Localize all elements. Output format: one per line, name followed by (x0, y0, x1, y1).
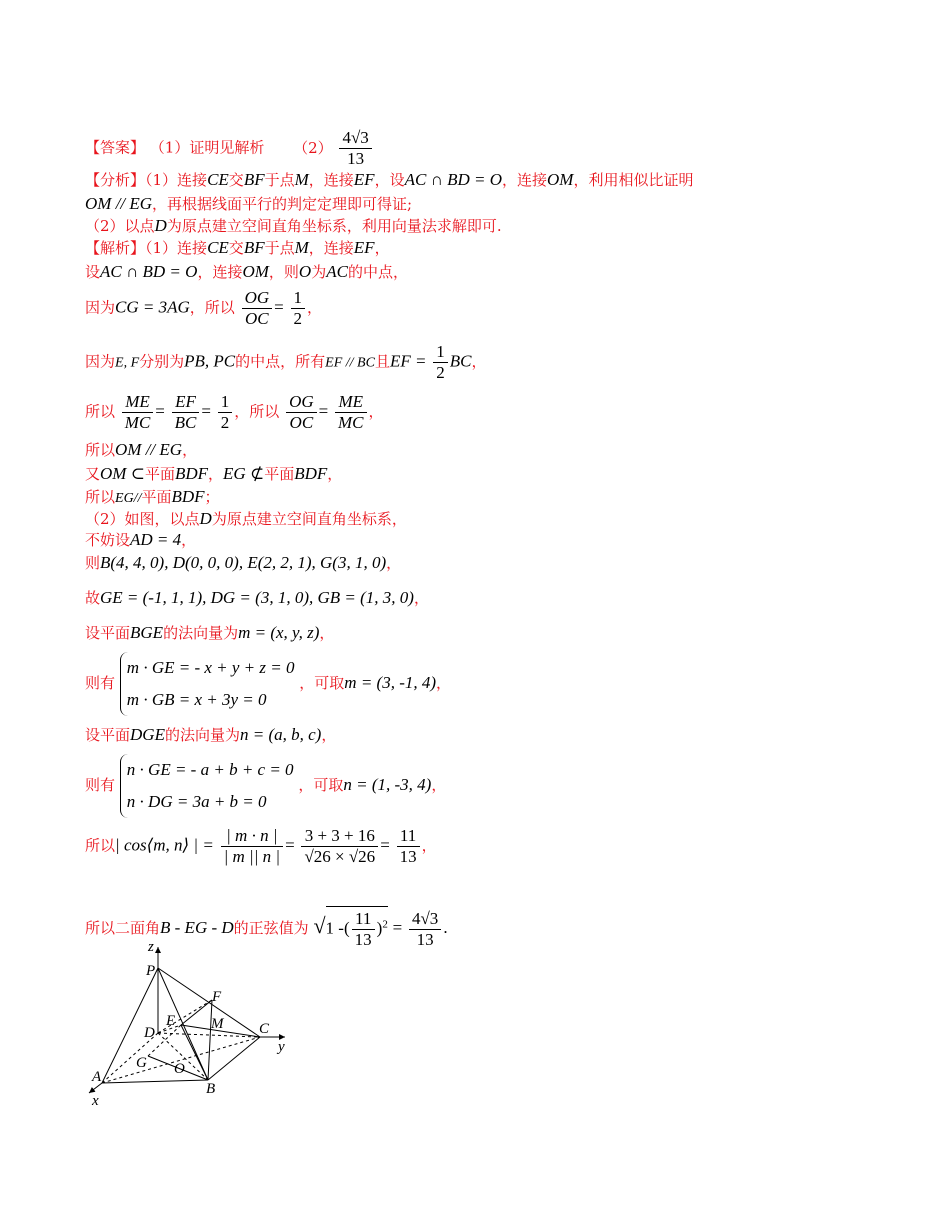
solution-line-5: 所以 $\frac{ME}{MC}$ = $\frac{EF}{BC}$ = $\frac{1}{2}$ ，所以 $\frac{OG}{OC}$ = $\frac{ME}{MC}$ ， (85, 392, 384, 432)
solution-line-14: 则有 m · GE = - x + y + z = 0 m · GB = x + 3y = 0 ，可取m = (3, -1, 4)， (85, 652, 451, 716)
solution-line-9: （2）如图，以点D为原点建立空间直角坐标系， (85, 509, 407, 528)
analysis-line-2: OM // EG，再根据线面平行的判定定理即可得证; (85, 194, 413, 213)
label-p: P (146, 963, 156, 979)
label-d: D (144, 1025, 155, 1041)
analysis-line-3: （2）以点D为原点建立空间直角坐标系，利用向量法求解即可. (85, 216, 502, 235)
answer-line (85, 128, 374, 169)
label-x: x (92, 1093, 99, 1109)
analysis-tag: 【分析】 (85, 171, 146, 189)
solution-line-1: 【解析】（1）连接CE交BF于点M，连接EF， (85, 238, 390, 257)
solution-tag: 【解析】 (85, 239, 146, 257)
solution-line-15: 设平面DGE的法向量为n = (a, b, c)， (85, 725, 337, 744)
solution-line-17: 所以| cos⟨m, n⟩ | = $\frac{| m \cdot n |}{| m || n |}$ = $\frac{3 + 3 + 16}{√26 \times √26}$ = $\frac{11}{13}$ ， (85, 826, 437, 866)
answer-part2: （2） (293, 138, 333, 157)
solution-line-4: 因为E, F分别为PB, PC的中点，所有EF // BC且EF = $\frac{1}{2}$ BC， (85, 342, 487, 382)
answer-tag: 【答案】 (85, 138, 146, 157)
system-of-equations-2: n · GE = - a + b + c = 0 n · DG = 3a + b = 0 (120, 754, 294, 818)
label-g: G (136, 1055, 147, 1071)
label-b: B (206, 1081, 216, 1097)
solution-line-12: 故GE = (-1, 1, 1), DG = (3, 1, 0), GB = (1, 3, 0)， (85, 588, 429, 607)
solution-line-3: 因为CG = 3AG，所以 $\frac{OG}{OC}$ = $\frac{1}{2}$ ， (85, 288, 323, 328)
solution-line-18: 所以二面角B - EG - D的正弦值为 √1 -( $\frac{11}{13}$ )$^2$ = $\frac{4√3}{13}$ . (85, 890, 448, 950)
figure-labels (91, 939, 285, 1109)
label-m: M (211, 1016, 224, 1032)
solution-line-7: 又OM ⊂平面BDF，EG ⊄平面BDF， (85, 464, 343, 483)
analysis-line-1: 【分析】（1）连接CE交BF于点M，连接EF，设AC ∩ BD = O，连接OM，利用相似比证明 (85, 170, 694, 189)
label-y: y (278, 1039, 285, 1055)
solution-line-8: 所以EG//平面BDF； (85, 487, 220, 506)
answer-part1: （1）证明见解析 (149, 138, 265, 157)
label-f: F (212, 989, 222, 1005)
solution-line-16: 则有 n · GE = - a + b + c = 0 n · DG = 3a + b = 0 ，可取n = (1, -3, 4)， (85, 754, 446, 818)
label-e: E (166, 1013, 176, 1029)
answer-fraction: $\frac{4√3}{13}$ (339, 128, 371, 169)
solution-line-2: 设AC ∩ BD = O，连接OM，则O为AC的中点， (85, 262, 408, 281)
solution-line-13: 设平面BGE的法向量为m = (x, y, z)， (85, 623, 335, 642)
label-a: A (92, 1069, 102, 1085)
solution-line-6: 所以OM // EG， (85, 440, 198, 459)
label-z: z (148, 939, 154, 955)
label-c: C (259, 1021, 270, 1037)
label-o: O (174, 1061, 185, 1077)
solution-line-10: 不妨设AD = 4， (85, 530, 197, 549)
solution-line-11: 则B(4, 4, 0), D(0, 0, 0), E(2, 2, 1), G(3, 1, 0)， (85, 553, 402, 572)
pyramid-figure (80, 935, 300, 1110)
system-of-equations-1: m · GE = - x + y + z = 0 m · GB = x + 3y = 0 (120, 652, 295, 716)
